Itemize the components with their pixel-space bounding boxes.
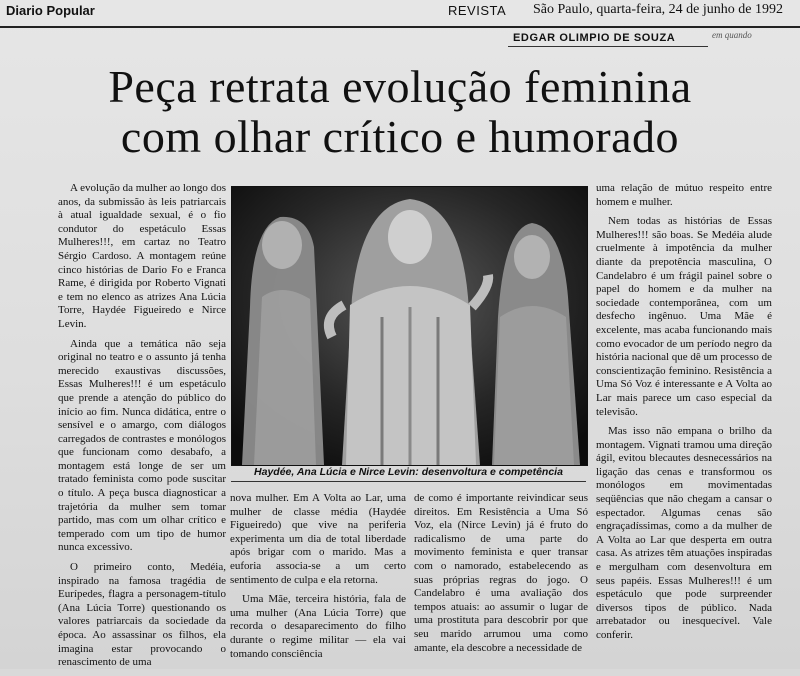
headline-line-1: Peça retrata evolução feminina bbox=[108, 61, 692, 112]
masthead-rule bbox=[0, 26, 800, 28]
paragraph: nova mulher. Em A Volta ao Lar, uma mulher de classe média (Haydée Figueiredo) que vive na periferia experimenta um dia de total liberdade após brigar com o marido. Mas a euforia associa-se a um certo sentimento de culpa e ela retorna. bbox=[230, 492, 406, 586]
section-name: REVISTA bbox=[448, 3, 507, 18]
paragraph: Nem todas as histórias de Essas Mulheres!!! são boas. Se Medéia alude cruelmente à impotência da mulher diante da prepotência masculina, O Candelabro é um frágil painel sobre o papel do homem e da mulher na sociedade contemporânea, com um desfecho ingênuo. Uma Mãe é excelente, mas acaba funcionando mais como evocador de um período negro da história nacional que dê um processo de conscientização feminino. Resistência a Uma Só Voz é interessante e A Volta ao Lar mais parece um caso especial da televisão. bbox=[596, 215, 772, 418]
byline-rule bbox=[508, 46, 708, 47]
cast-photo bbox=[231, 186, 588, 466]
paragraph: de como é importante reivindicar seus direitos. Em Resistência a Uma Só Voz, ela (Nirce Levin) já é fruto do radicalismo de uma parte do movimento feminista e quer transar com o namorado, estabelecendo as suas próprias regras do jogo. O Candelabro é uma avaliação dos tempos atuais: ao assumir o lugar de uma prostituta para descobrir por que seu marido arrumou uma como amante, ela descobre a necessidade de bbox=[414, 492, 588, 654]
paragraph: Ainda que a temática não seja original no teatro e o assunto já tenha merecido exaustivas discussões, Essas Mulheres!!! é um espetáculo que prende a atenção do público do início ao fim. Nunca didática, entre o sensível e o amargo, com diálogos carregados de contrastes e monólogos que funcionam como desabafo, a montagem está longe de ser um tratado feminista como pode suscitar o título. A peça busca diagnosticar a trajetória da mulher sem tomar partido, mas com um olhar crítico e temperado com um tipo de humor nunca excessivo. bbox=[58, 337, 226, 554]
headline bbox=[0, 62, 800, 162]
paragraph: O primeiro conto, Medéia, inspirado na famosa tragédia de Eurípedes, flagra a personagem-título (Ana Lúcia Torre) questionando os valores patriarcais da sociedade da época. Ao assassinar os filhos, ela imagina estar provocando o renascimento de uma bbox=[58, 561, 226, 669]
caption-rule bbox=[231, 481, 586, 482]
paragraph: Mas isso não empana o brilho da montagem. Vignati tramou uma direção ágil, evitou blecautes desnecessários na ligação das cenas e transformou os monólogos em movimentadas seqüências que não chegam a cansar o espectador. Algumas cenas são engraçadíssimas, como a da mulher de A Volta ao Lar que desperta em outra casa. As atrizes têm atuações inspiradas e mergulham com desenvoltura em seus papéis. Essas Mulheres!!! é um espetáculo que pode surpreender diversos tipos de público. Nada arrebatador ou inesquecível. Vale conferir. bbox=[596, 425, 772, 641]
article-column-1 bbox=[58, 182, 226, 676]
byline: EDGAR OLIMPIO DE SOUZA bbox=[513, 32, 676, 44]
photo-caption: Haydée, Ana Lúcia e Nirce Levin: desenvoltura e competência bbox=[254, 466, 563, 478]
paper-name: Diario Popular bbox=[6, 3, 95, 18]
paragraph: A evolução da mulher ao longo dos anos, da submissão às leis patriarcais à atual igualdade sexual, é o fio condutor do espetáculo Essas Mulheres!!!, em cartaz no Teatro Sérgio Cardoso. A montagem reúne cinco histórias de Dario Fo e Franca Rame, é dirigida por Roberto Vignati e tem no elenco as atrizes Ana Lúcia Torre, Haydée Figueiredo e Nirce Levin. bbox=[58, 182, 226, 330]
three-actresses-illustration bbox=[232, 187, 587, 465]
previous-article-fragment: em quando bbox=[712, 30, 752, 40]
headline-line-2: com olhar crítico e humorado bbox=[120, 111, 680, 162]
article-column-4 bbox=[596, 182, 772, 649]
paragraph: Uma Mãe, terceira história, fala de uma mulher (Ana Lúcia Torre) que recorda o desaparecimento do filho durante o regime militar — ela vai tomando consciência bbox=[230, 593, 406, 660]
article-column-2 bbox=[230, 492, 406, 667]
masthead bbox=[0, 0, 800, 26]
dateline: São Paulo, quarta-feira, 24 de junho de 1992 bbox=[533, 2, 783, 17]
paragraph: uma relação de mútuo respeito entre homem e mulher. bbox=[596, 182, 772, 208]
article-column-3 bbox=[414, 492, 588, 661]
